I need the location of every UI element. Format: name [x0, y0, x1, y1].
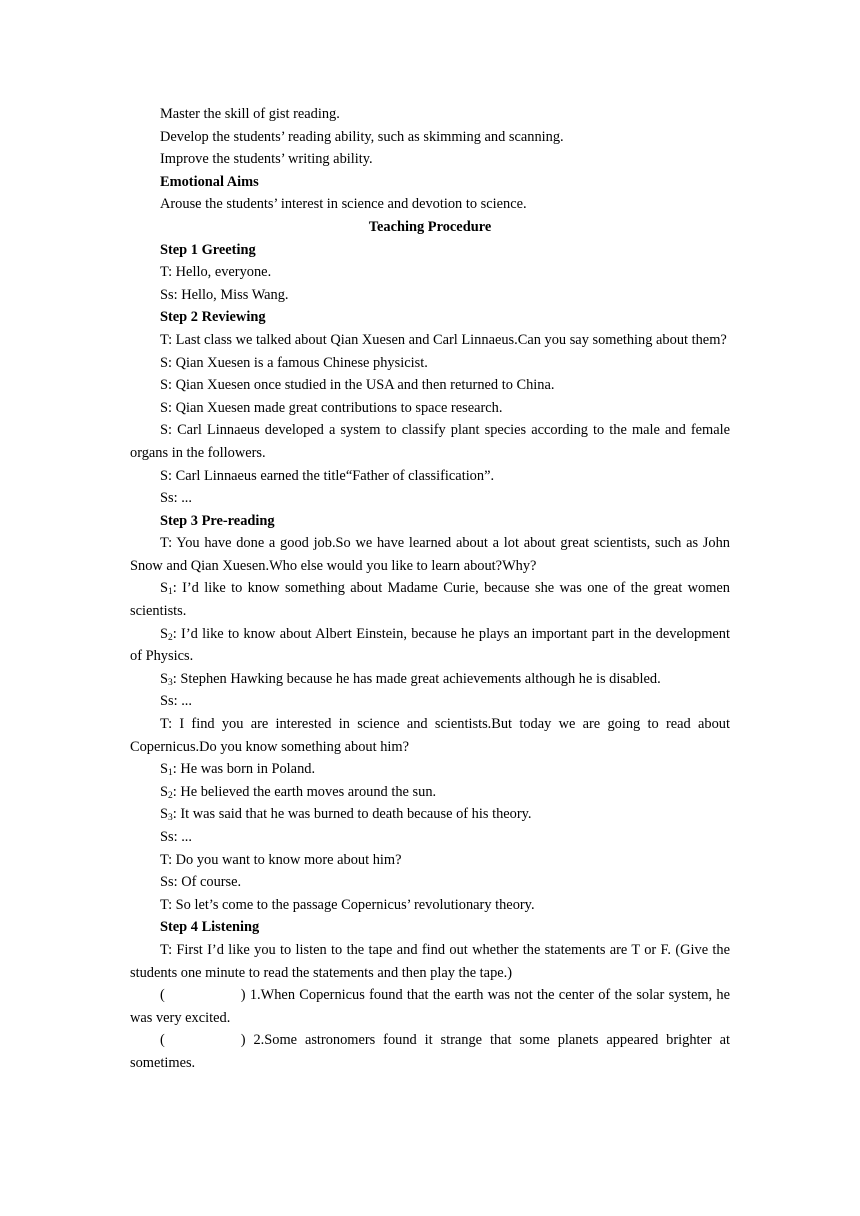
answer-bracket: (: [160, 987, 165, 1004]
procedure-title: Teaching Procedure: [368, 218, 492, 235]
speaker-number: 1: [168, 587, 173, 598]
line-text: : I’d like to know about Albert Einstein, because he plays an important part in the development of Physics.: [130, 625, 730, 665]
dialogue-line: S: Carl Linnaeus earned the title“Father of classification”.: [160, 467, 495, 484]
line-text: : I’d like to know something about Madame Curie, because she was one of the great women scientists.: [130, 580, 730, 620]
dialogue-line: Ss: ...: [160, 693, 192, 710]
speaker: S: [160, 806, 169, 823]
dialogue-line: T: You have done a good job.So we have learned about a lot about great scientists, such as John Snow and Qian Xuesen.Who else would you like to learn about?Why?: [130, 535, 730, 574]
true-false-item: [130, 1029, 730, 1074]
aim-line: Develop the students’ reading ability, such as skimming and scanning.: [160, 128, 564, 145]
true-false-item: [130, 984, 730, 1029]
dialogue-line: S: Qian Xuesen made great contributions to space research.: [160, 399, 503, 416]
speaker-number: 3: [168, 813, 173, 824]
line-text: : Stephen Hawking because he has made great achievements although he is disabled.: [172, 670, 661, 687]
dialogue-line: S: Qian Xuesen is a famous Chinese physicist.: [160, 354, 428, 371]
dialogue-line: T: Do you want to know more about him?: [160, 851, 402, 868]
dialogue-line: Ss: Of course.: [160, 874, 242, 891]
aim-line: Master the skill of gist reading.: [160, 106, 340, 122]
dialogue-line: T: So let’s come to the passage Copernicus’ revolutionary theory.: [160, 896, 535, 913]
dialogue-line: Ss: ...: [160, 829, 192, 845]
speaker-number: 2: [168, 790, 173, 801]
line-text: : It was said that he was burned to death because of his theory.: [172, 806, 532, 823]
speaker-number: 1: [168, 768, 173, 779]
step-heading: Step 2 Reviewing: [160, 309, 266, 326]
speaker: S: [160, 625, 169, 642]
speaker: S: [160, 670, 169, 687]
speaker-number: 3: [168, 677, 173, 688]
dialogue-line: T: First I’d like you to listen to the tape and find out whether the statements are T or F. (Give the students one minute to read the statements and then play the tape.): [130, 941, 730, 981]
dialogue-line: T: I find you are interested in science and scientists.But today we are going to read about Copernicus.Do you know something about him?: [130, 716, 730, 755]
statement-text: ) 2.Some astronomers found it strange that some planets appeared brighter at sometimes.: [130, 1032, 730, 1071]
dialogue-line: S: Qian Xuesen once studied in the USA and then returned to China.: [160, 377, 555, 394]
aim-line: Improve the students’ writing ability.: [160, 151, 373, 168]
dialogue-line: [130, 577, 730, 622]
answer-bracket: (: [160, 1032, 165, 1049]
dialogue-line: Ss: Hello, Miss Wang.: [160, 286, 289, 303]
statement-text: ) 1.When Copernicus found that the earth was not the center of the solar system, he was very excited.: [130, 987, 730, 1026]
dialogue-line: [130, 758, 730, 781]
speaker: S: [160, 761, 169, 778]
speaker: S: [160, 580, 169, 597]
emotional-aims-heading: Emotional Aims: [160, 173, 259, 190]
dialogue-line: [130, 623, 730, 668]
step-heading: Step 1 Greeting: [160, 241, 256, 258]
aim-line: Arouse the students’ interest in science and devotion to science.: [160, 196, 527, 213]
dialogue-line: Ss: ...: [160, 490, 192, 507]
document-page: [130, 103, 730, 1075]
speaker-number: 2: [168, 632, 173, 643]
dialogue-line: [130, 781, 730, 804]
dialogue-line: [130, 668, 730, 691]
dialogue-line: T: Hello, everyone.: [160, 264, 272, 281]
line-text: : He believed the earth moves around the sun.: [172, 783, 437, 800]
step-heading: Step 4 Listening: [160, 919, 260, 936]
line-text: : He was born in Poland.: [172, 761, 316, 778]
dialogue-line: [130, 803, 730, 826]
dialogue-line: T: Last class we talked about Qian Xuesen and Carl Linnaeus.Can you say something about them?: [160, 331, 727, 348]
dialogue-line: S: Carl Linnaeus developed a system to classify plant species according to the male and female organs in the followers.: [130, 422, 730, 461]
step-heading: Step 3 Pre-reading: [160, 512, 275, 529]
speaker: S: [160, 783, 169, 800]
